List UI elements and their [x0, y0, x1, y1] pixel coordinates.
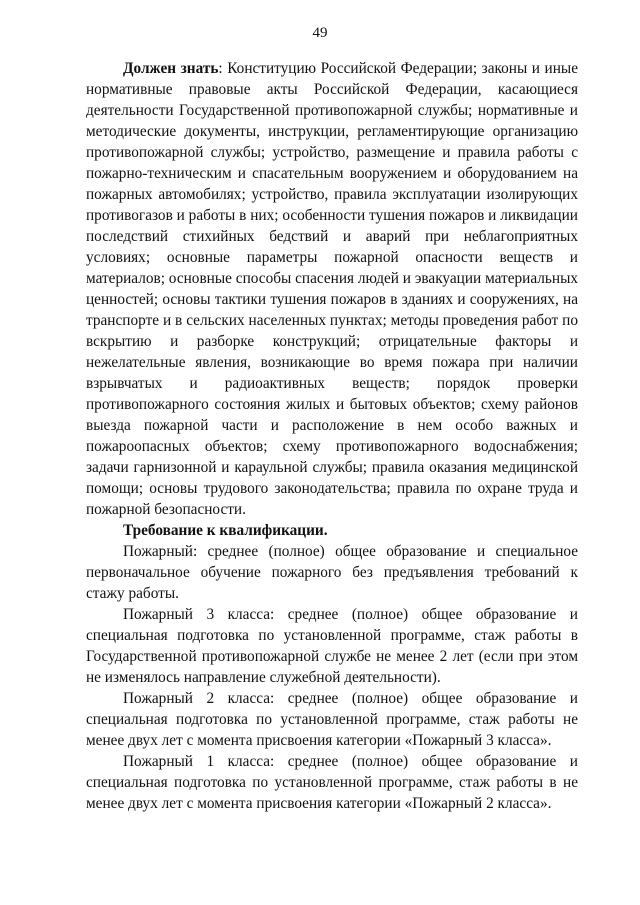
must-know-text: : Конституцию Российской Федерации; законы и иные нормативные правовые акты Российской Федерации, касающиеся деятельности Государственной противопожарной службы; нормативные и методические документы, инструкции, регламентирующие организацию противопожарной службы; устройство, размещение и правила работы с пожарно-техническим и спасательным вооружением и оборудованием на пожарных автомобилях; устройство, правила эксплуатации изолирующих противогазов и работы в них; особенности тушения пожаров и ликвидации последствий стихийных бедствий и аварий при неблагоприятных условиях; основные параметры пожарной опасности веществ и материалов; основные способы спасения людей и эвакуации материальных ценностей; основы тактики тушения пожаров в зданиях и сооружениях, на транспорте и в сельских населенных пунктах; методы проведения работ по вскрытию и разборке конструкций; отрицательные факторы и нежелательные явления, возникающие во время пожара при наличии взрывчатых и радиоактивных веществ; порядок проверки противопожарного состояния жилых и бытовых объектов; схему районов выезда пожарной части и расположение в нем особо важных и пожароопасных объектов; схему противопожарного водоснабжения; задачи гарнизонной и караульной службы; правила оказания медицинской помощи; основы трудового законодательства; правила по охране труда и пожарной безопасности. [86, 60, 578, 518]
qualification-firefighter: Пожарный: среднее (полное) общее образование и специальное первоначальное обучение пожарного без предъявления требований к стажу работы. [86, 543, 578, 602]
qualification-heading: Требование к квалификации. [123, 522, 328, 539]
must-know-label: Должен знать [123, 60, 219, 77]
page-number: 49 [312, 25, 328, 41]
qualification-firefighter-class-3: Пожарный 3 класса: среднее (полное) общее образование и специальная подготовка по установленной программе, стаж работы в Государственной противопожарной службе не менее 2 лет (если при этом не изменялось направление служебной деятельности). [86, 606, 578, 686]
qualification-firefighter-class-1: Пожарный 1 класса: среднее (полное) общее образование и специальная подготовка по установленной программе, стаж работы в не менее двух лет с момента присвоения категории «Пожарный 2 класса». [86, 753, 578, 812]
document-body [86, 58, 578, 814]
must-know-paragraph [86, 58, 578, 520]
qualification-firefighter-class-2: Пожарный 2 класса: среднее (полное) общее образование и специальная подготовка по установленной программе, стаж работы не менее двух лет с момента присвоения категории «Пожарный 3 класса». [86, 690, 578, 749]
